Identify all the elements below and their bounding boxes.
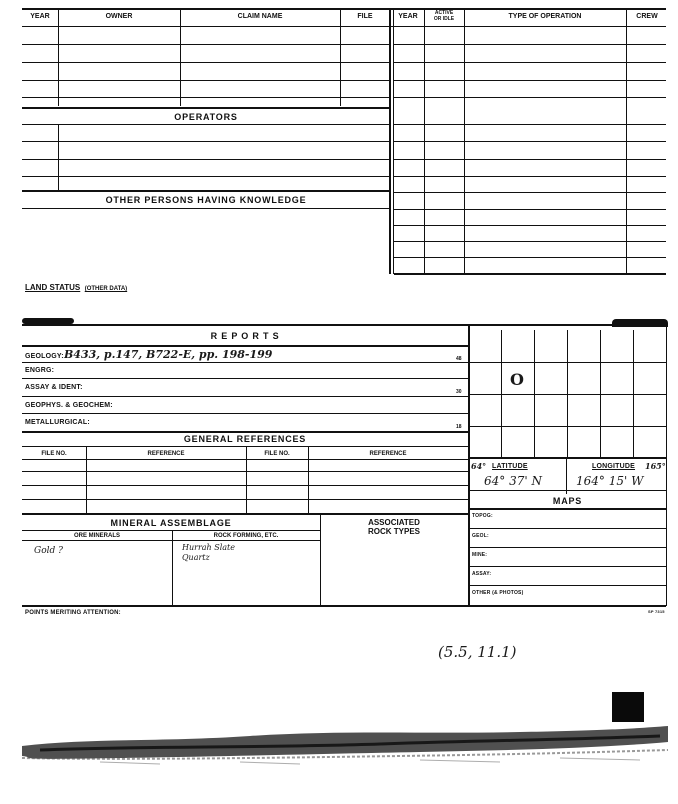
ore-minerals-label: ORE MINERALS	[73, 533, 120, 539]
handwritten-coordinates: (5.5, 11.1)	[438, 643, 517, 661]
claim-name-header: CLAIM NAME	[237, 13, 283, 20]
general-references-title: GENERAL REFERENCES	[183, 434, 307, 444]
engrg-label: ENGRG:	[25, 367, 55, 374]
type-of-operation-header: TYPE OF OPERATION	[508, 13, 582, 20]
grid-location-mark: O	[510, 370, 524, 389]
metallurgical-label: METALLURGICAL:	[25, 419, 90, 426]
other-persons-label: OTHER PERSONS HAVING KNOWLEDGE	[105, 195, 307, 205]
associated-line2: ROCK TYPES	[367, 527, 420, 536]
rock-forming-label: ROCK FORMING, ETC.	[213, 533, 279, 539]
maps-geol-label: GEOL:	[472, 533, 489, 539]
rock-forming-value-1: Hurrah Slate	[182, 543, 235, 552]
assay-number: 30	[456, 389, 462, 395]
maps-assay-label: ASSAY:	[472, 571, 492, 577]
reports-title: R E P O R T S	[210, 331, 280, 341]
longitude-suffix: 165°	[645, 461, 666, 471]
land-status-label: LAND STATUS	[25, 283, 81, 292]
ref-reference-1: REFERENCE	[147, 451, 185, 457]
maps-title: MAPS	[552, 496, 583, 506]
geophys-label: GEOPHYS. & GEOCHEM:	[25, 402, 113, 409]
assay-ident-label: ASSAY & IDENT:	[25, 384, 83, 391]
crew-header: CREW	[636, 13, 658, 20]
idle-label: OR IDLE	[433, 16, 455, 22]
latitude-value: 64° 37' N	[484, 474, 542, 488]
ore-minerals-value: Gold ?	[34, 546, 63, 556]
ref-file-no-2: FILE NO.	[264, 451, 290, 457]
file-header: FILE	[357, 13, 373, 20]
mineral-assemblage-title: MINERAL ASSEMBLAGE	[110, 518, 232, 528]
associated-rock-types-label	[320, 518, 468, 536]
operators-label: OPERATORS	[174, 112, 238, 122]
active-label: ACTIVE	[434, 10, 454, 16]
rock-forming-value-2: Quartz	[182, 553, 210, 562]
year-header: YEAR	[30, 13, 50, 20]
land-status-sublabel: (OTHER DATA)	[84, 286, 128, 292]
metallurgical-number: 18	[456, 424, 462, 430]
owner-header: OWNER	[105, 13, 133, 20]
geology-value: B433, p.147, B722-E, pp. 198-199	[64, 348, 273, 361]
longitude-label: LONGITUDE	[592, 463, 636, 470]
maps-mine-label: MINE:	[472, 552, 488, 558]
ref-file-no-1: FILE NO.	[41, 451, 67, 457]
points-meriting-label: POINTS MERITING ATTENTION:	[25, 610, 121, 616]
scan-noise-band	[0, 718, 678, 768]
year2-header: YEAR	[398, 13, 418, 20]
ref-reference-2: REFERENCE	[369, 451, 407, 457]
longitude-value: 164° 15' W	[576, 474, 644, 488]
maps-topog-label: TOPOG:	[472, 513, 493, 519]
geology-label: GEOLOGY:	[25, 353, 64, 360]
land-status	[25, 277, 127, 295]
associated-line1: ASSOCIATED	[368, 518, 420, 527]
latitude-label: LATITUDE	[492, 463, 528, 470]
form-code: SP 7315	[648, 609, 665, 614]
active-or-idle-header	[424, 10, 464, 22]
maps-other-label: OTHER (& PHOTOS)	[472, 590, 524, 596]
latitude-prefix: 64°	[471, 461, 487, 471]
geology-number: 48	[456, 356, 462, 362]
